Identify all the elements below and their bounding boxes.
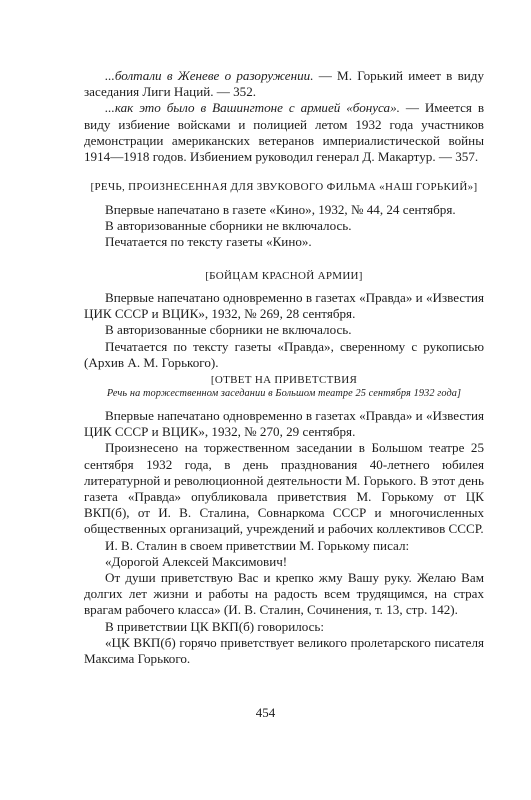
paragraph: «ЦК ВКП(б) горячо приветствует великого пролетарского писателя Максима Горького.: [84, 634, 484, 667]
section-reply-greetings: [84, 373, 484, 401]
paragraph: Печатается по тексту газеты «Правда», сверенному с рукописью (Архив А. М. Горького).: [84, 338, 484, 370]
section-heading: [БОЙЦАМ КРАСНОЙ АРМИИ]: [205, 270, 363, 282]
paragraph: Впервые напечатано одновременно в газетах «Правда» и «Известия ЦИК СССР и ВЦИК», 1932, № 270, 29 сентября.: [84, 408, 484, 440]
section-heading: [РЕЧЬ, ПРОИЗНЕСЕННАЯ ДЛЯ ЗВУКОВОГО ФИЛЬМА «НАШ ГОРЬКИЙ»]: [90, 181, 478, 193]
note-geneva-quote: ...болтали в Женеве о разоружении.: [105, 68, 314, 83]
paragraph: В авторизованные сборники не включалось.: [105, 218, 352, 234]
paragraph: От души приветствую Вас и крепко жму Вашу руку. Желаю Вам долгих лет жизни и работы на радость всем трудящимся, на страх врагам рабочего класса» (И. В. Сталин, Сочинения, т. 13, стр. 142).: [84, 570, 484, 618]
paragraph: Впервые напечатано одновременно в газетах «Правда» и «Известия ЦИК СССР и ВЦИК», 1932, № 269, 28 сентября.: [84, 290, 484, 322]
paragraph: Впервые напечатано в газете «Кино», 1932, № 44, 24 сентября.: [105, 202, 456, 217]
section-film-speech-body: [84, 202, 484, 251]
section-red-army: [84, 269, 484, 283]
section-film-speech: [84, 180, 484, 194]
paragraph: И. В. Сталин в своем приветствии М. Горькому писал:: [105, 537, 410, 553]
paragraph: «Дорогой Алексей Максимович!: [105, 553, 288, 569]
section-heading: [ОТВЕТ НА ПРИВЕТСТВИЯ: [210, 374, 358, 386]
paragraph: Печатается по тексту газеты «Кино».: [105, 234, 312, 250]
section-red-army-body: [84, 290, 484, 371]
paragraph: В авторизованные сборники не включалось.: [105, 322, 352, 338]
note-washington-quote: ...как это было в Вашингтоне с армией «бонуса».: [105, 100, 400, 116]
paragraph: Произнесено на торжественном заседании в Большом театре 25 сентября 1932 года, в день празднования 40-летнего юбилея литературной и революционной деятельности М. Горького. В этот день газета «Правда» опубликовала приветствия М. Горькому от ЦК ВКП(б), от И. В. Сталина, Совнаркома СССР и многочисленных общественных организаций, учреждений и рабочих коллективов СССР.: [84, 440, 484, 537]
section-subheading: Речь на торжественном заседании в Большом театре 25 сентября 1932 года]: [106, 388, 462, 399]
page-number: 454: [255, 705, 276, 720]
note-washington: [84, 100, 484, 165]
intro-notes: [84, 68, 484, 165]
note-washington-text: — Имеется в виду избиение войсками и полицией летом 1932 года участников демонстрации американских ветеранов империалистической войны 1914—1918 годов. Избиением руководил генерал Д. Макартур. — 357.: [84, 100, 485, 165]
paragraph: В приветствии ЦК ВКП(б) говорилось:: [105, 618, 325, 634]
note-geneva: [84, 68, 484, 100]
section-reply-greetings-body: [84, 408, 484, 667]
note-geneva-text: — М. Горький имеет в виду заседания Лиги Наций. — 352.: [84, 68, 484, 100]
